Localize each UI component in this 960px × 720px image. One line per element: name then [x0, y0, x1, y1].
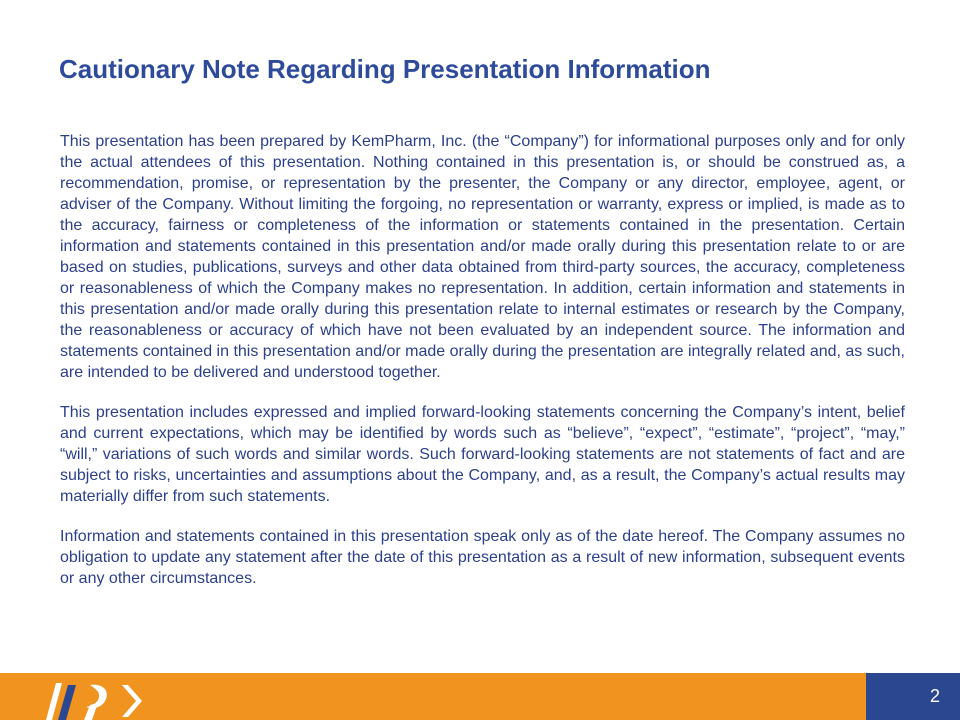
paragraph-forward-looking: This presentation includes expressed and implied forward-looking statements concerning the Company’s intent, belief and current expectations, which may be identified by words such as “believe”, “expect”, “estimate”, “project”, “may,” “will,” variations of such words and similar words. Such forward-looking statements are not statements of fact and are subject to risks, uncertainties and assumptions about the Company, and, as a result, the Company’s actual results may materially differ from such statements.: [60, 404, 905, 505]
body-text: [60, 131, 905, 608]
page-number: 2: [929, 686, 940, 706]
footer-bar: [0, 673, 960, 720]
kempharm-logo-icon: [36, 673, 156, 720]
paragraph-disclaimer: This presentation has been prepared by KemPharm, Inc. (the “Company”) for informational purposes only and for only the actual attendees of this presentation. Nothing contained in this presentation is, or should be construed as, a recommendation, promise, or representation by the presenter, the Company or any director, employee, agent, or adviser of the Company. Without limiting the forgoing, no representation or warranty, express or implied, is made as to the accuracy, fairness or completeness of the information or statements contained in the presentation. Certain information and statements contained in this presentation and/or made orally during this presentation relate to or are based on studies, publications, surveys and other data obtained from third-party sources, the accuracy, completeness or reasonableness of which the Company makes no representation. In addition, certain information and statements in this presentation and/or made orally during this presentation relate to internal estimates or research by the Company, the reasonableness or accuracy of which have not been evaluated by an independent source. The information and statements contained in this presentation and/or made orally during the presentation are integrally related and, as such, are intended to be delivered and understood together.: [60, 133, 905, 381]
paragraph-no-obligation: Information and statements contained in this presentation speak only as of the date hereof. The Company assumes no obligation to update any statement after the date of this presentation as a result of new information, subsequent events or any other circumstances.: [60, 528, 905, 587]
page-number-box: [866, 673, 960, 720]
slide-title: Cautionary Note Regarding Presentation Information: [59, 54, 711, 84]
